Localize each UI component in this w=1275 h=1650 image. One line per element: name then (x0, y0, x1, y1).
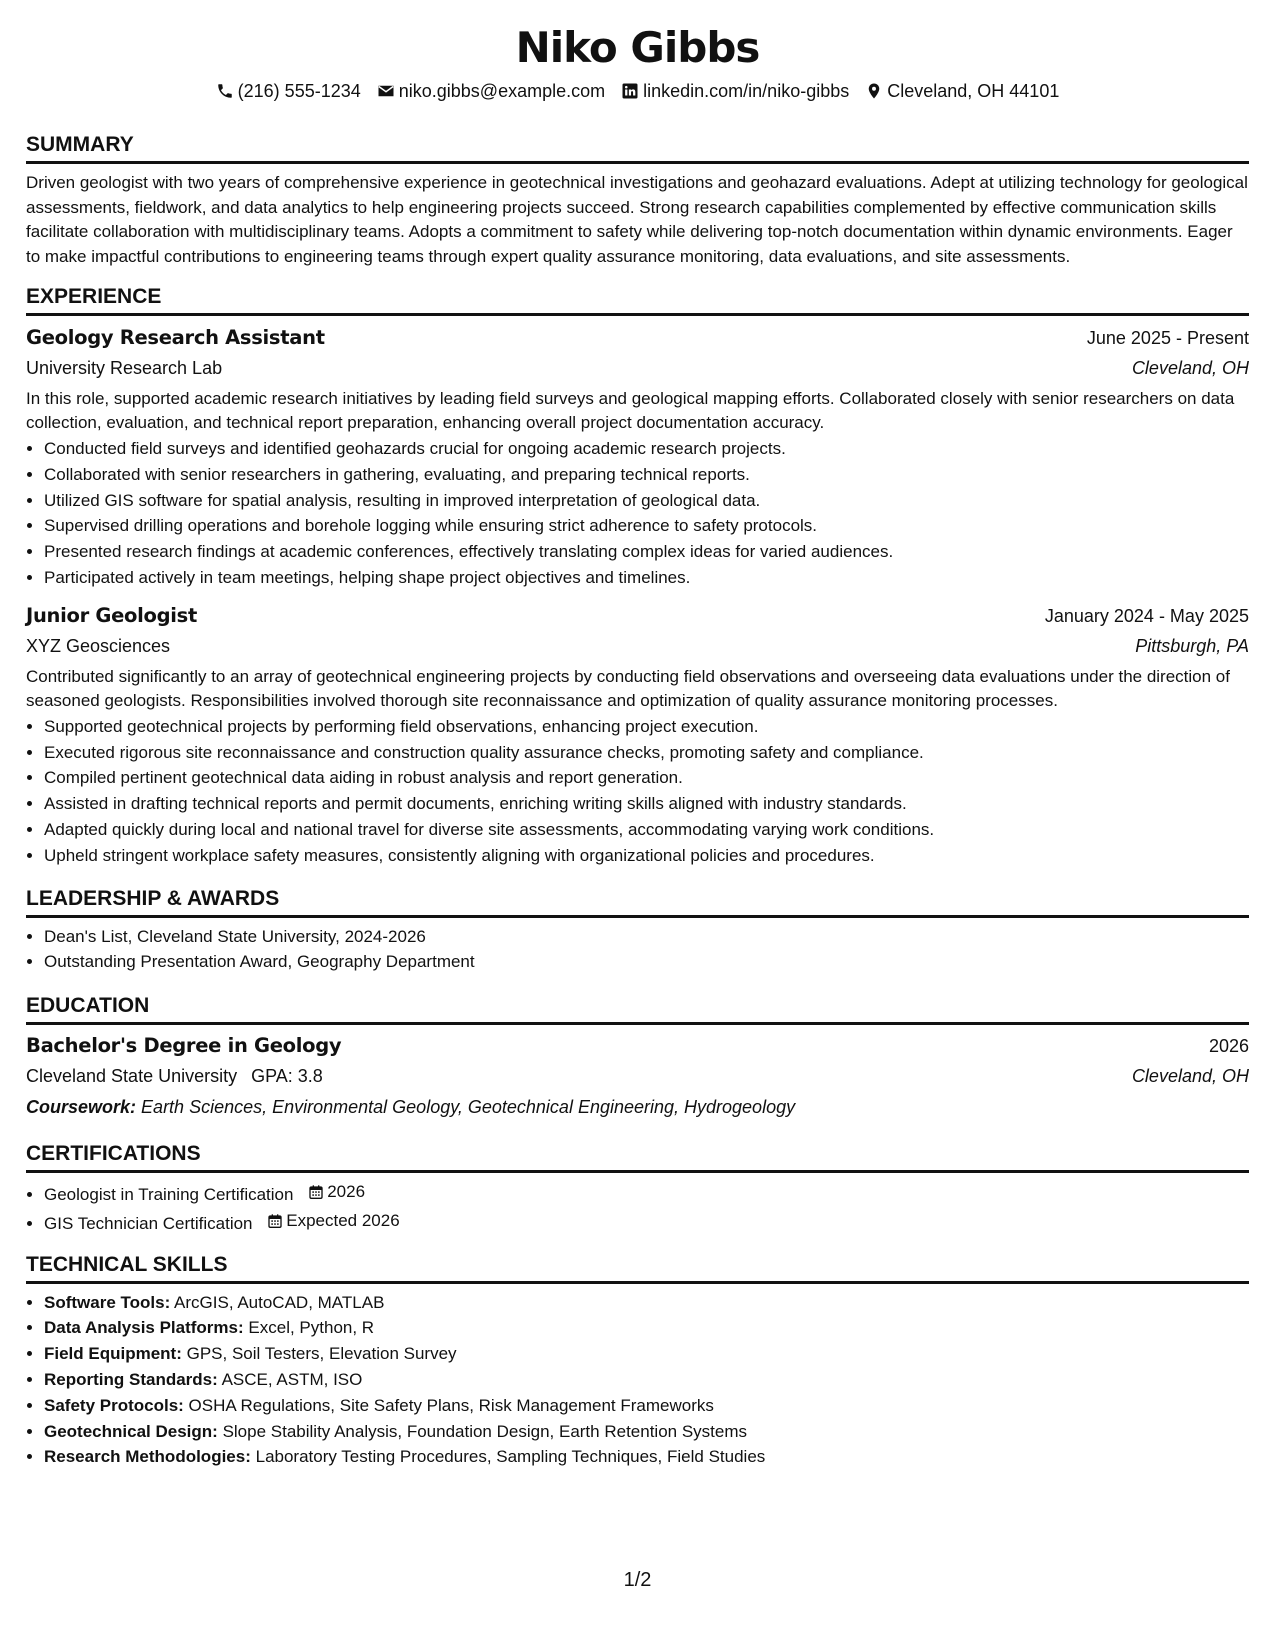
skill-value: Excel, Python, R (248, 1318, 375, 1338)
certifications-list (26, 1179, 1249, 1236)
skill-label: Geotechnical Design: (44, 1421, 218, 1441)
job-bullet: • Executed rigorous site reconnaissance and construction quality assurance checks, promoting safety and compliance. (44, 740, 1249, 766)
job-dates: June 2025 - Present (1086, 328, 1249, 348)
map-pin-icon (865, 82, 883, 100)
job-bullet: • Assisted in drafting technical reports and permit documents, enriching writing skills aligned with industry standards. (44, 791, 1249, 817)
skill-item (44, 1444, 1249, 1470)
contact-bar (26, 78, 1249, 104)
skill-value: ASCE, ASTM, ISO (221, 1369, 363, 1389)
skill-label: Data Analysis Platforms: (44, 1318, 244, 1338)
certification-item (44, 1208, 1249, 1237)
job-bullet: • Compiled pertinent geotechnical data aiding in robust analysis and report generation. (44, 765, 1249, 791)
job-location: Pittsburgh, PA (1135, 635, 1249, 656)
skill-label: Safety Protocols: (44, 1395, 184, 1415)
job-entry (26, 323, 1249, 591)
job-bullets (26, 714, 1249, 869)
skill-value: OSHA Regulations, Site Safety Plans, Risk Management Frameworks (188, 1395, 714, 1415)
skill-item (44, 1341, 1249, 1367)
job-description: Contributed significantly to an array of geotechnical engineering projects by conducting field observations and overseeing data evaluations under the direction of seasoned geologists. Responsibilities involved thorough site reconnaissance and optimization of quality assurance monitoring processes. (26, 666, 1230, 710)
experience-section (26, 283, 1249, 869)
awards-list (26, 924, 1249, 976)
job-bullet: • Supervised drilling operations and borehole logging while ensuring strict adherence to safety protocols. (44, 513, 1249, 539)
job-bullet: • Collaborated with senior researchers in gathering, evaluating, and preparing technical reports. (44, 462, 1249, 488)
education-section (26, 992, 1249, 1122)
skill-value: Slope Stability Analysis, Foundation Design, Earth Retention Systems (222, 1421, 748, 1441)
job-bullet: • Participated actively in team meetings, helping shape project objectives and timelines. (44, 565, 1249, 591)
section-title-education: EDUCATION (26, 992, 1249, 1025)
contact-email[interactable] (377, 78, 605, 104)
section-title-awards: LEADERSHIP & AWARDS (26, 885, 1249, 918)
awards-section (26, 885, 1249, 976)
linkedin-text[interactable]: linkedin.com/in/niko-gibbs (643, 81, 850, 101)
coursework-list: Earth Sciences, Environmental Geology, Geotechnical Engineering, Hydrogeology (141, 1097, 796, 1118)
skill-label: Software Tools: (44, 1292, 171, 1312)
section-title-skills: TECHNICAL SKILLS (26, 1251, 1249, 1284)
certification-name: GIS Technician Certification (44, 1213, 253, 1233)
contact-linkedin[interactable] (621, 78, 849, 104)
skill-item (44, 1419, 1249, 1445)
job-organization: XYZ Geosciences (26, 635, 171, 656)
phone-text: (216) 555-1234 (237, 81, 361, 101)
certification-date: 2026 (327, 1182, 366, 1202)
job-title: Junior Geologist (26, 603, 197, 627)
skill-item (44, 1315, 1249, 1341)
skill-item (44, 1393, 1249, 1419)
skill-label: Reporting Standards: (44, 1369, 218, 1389)
job-description: In this role, supported academic research initiatives by leading field surveys and geological mapping efforts. Collaborated closely with senior researchers on data collection, evaluation, and technical report preparation, enhancing overall project documentation accuracy. (26, 389, 1235, 432)
coursework (26, 1092, 1249, 1122)
school-name: Cleveland State University (26, 1066, 238, 1087)
degree-title: Bachelor's Degree in Geology (26, 1034, 342, 1058)
contact-location (865, 78, 1059, 104)
envelope-icon (377, 82, 395, 100)
section-title-summary: SUMMARY (26, 131, 1249, 164)
summary-section (26, 131, 1249, 269)
award-item: • Outstanding Presentation Award, Geography Department (44, 949, 1249, 975)
job-bullet: • Upheld stringent workplace safety measures, consistently aligning with organizational policies and procedures. (44, 843, 1249, 869)
certification-name: Geologist in Training Certification (44, 1185, 294, 1205)
skill-value: GPS, Soil Testers, Elevation Survey (186, 1344, 457, 1364)
gpa: GPA: 3.8 (251, 1066, 323, 1087)
skill-label: Research Methodologies: (44, 1447, 251, 1467)
skill-label: Field Equipment: (44, 1344, 182, 1364)
award-item: • Dean's List, Cleveland State University, 2024-2026 (44, 924, 1249, 950)
skills-section (26, 1251, 1249, 1471)
certification-date: Expected 2026 (286, 1210, 400, 1230)
section-title-certifications: CERTIFICATIONS (26, 1140, 1249, 1173)
job-title: Geology Research Assistant (26, 326, 325, 349)
section-title-experience: EXPERIENCE (26, 283, 1249, 316)
job-bullet: • Adapted quickly during local and national travel for diverse site assessments, accommodating varying work conditions. (44, 817, 1249, 843)
job-bullets (26, 436, 1249, 591)
skill-value: Laboratory Testing Procedures, Sampling Techniques, Field Studies (255, 1447, 766, 1467)
school-location: Cleveland, OH (1131, 1066, 1249, 1087)
resume-page (26, 0, 1249, 1470)
job-bullet: • Supported geotechnical projects by performing field observations, enhancing project execution. (44, 714, 1249, 740)
job-organization: University Research Lab (26, 358, 223, 378)
graduation-year: 2026 (1208, 1036, 1249, 1057)
summary-text: Driven geologist with two years of comprehensive experience in geotechnical investigations and geohazard evaluations. Adept at utilizing technology for geological assessments, fieldwork, and data analytics to help engineering projects succeed. Strong research capabilities complemented by effective communication skills facilitate collaboration with multidisciplinary teams. Adopts a commitment to safety while delivering top-notch documentation within dynamic environments. Eager to make impactful contributions to engineering teams through expert quality assurance monitoring, data evaluations, and site assessments. (26, 173, 1248, 266)
contact-phone (216, 78, 361, 104)
calendar-icon (267, 1213, 283, 1229)
job-bullet: • Utilized GIS software for spatial analysis, resulting in improved interpretation of geological data. (44, 488, 1249, 514)
coursework-label: Coursework: (26, 1097, 137, 1118)
job-dates: January 2024 - May 2025 (1044, 605, 1249, 626)
calendar-icon (308, 1184, 324, 1200)
page-number: 1/2 (623, 1569, 652, 1591)
location-text: Cleveland, OH 44101 (887, 81, 1060, 101)
certifications-section (26, 1140, 1249, 1236)
certification-item (44, 1179, 1249, 1208)
job-entry (26, 601, 1249, 869)
skill-item (44, 1367, 1249, 1393)
linkedin-icon (621, 82, 639, 100)
email-text[interactable]: niko.gibbs@example.com (398, 81, 606, 101)
job-location: Cleveland, OH (1131, 358, 1249, 378)
job-bullet: • Presented research findings at academic conferences, effectively translating complex ideas for varied audiences. (44, 539, 1249, 565)
skill-item (44, 1290, 1249, 1316)
skills-list (26, 1290, 1249, 1471)
skill-value: ArcGIS, AutoCAD, MATLAB (174, 1292, 385, 1312)
job-bullet: • Conducted field surveys and identified geohazards crucial for ongoing academic research projects. (44, 436, 1249, 462)
candidate-name: Niko Gibbs (515, 23, 760, 72)
phone-icon (216, 82, 234, 100)
